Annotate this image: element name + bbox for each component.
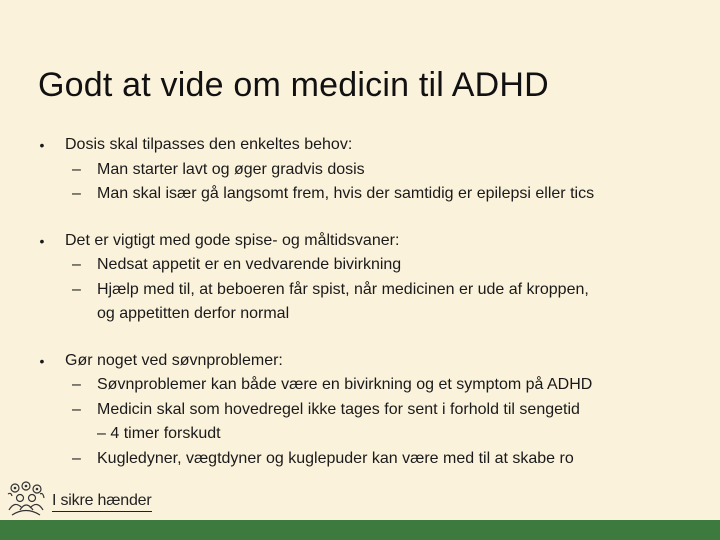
footer-bar	[0, 520, 720, 540]
crowd-icon	[6, 480, 46, 518]
sub-item-continuation: – 4 timer forskudt	[97, 425, 221, 442]
sub-item-text: Kugledyner, vægtdyner og kuglepuder kan være med til at skabe ro	[97, 449, 574, 467]
bullet-item	[36, 133, 696, 207]
bullet-item	[36, 229, 696, 327]
bullet-text: Det er vigtigt med gode spise- og måltidsvaner:	[65, 231, 400, 249]
bullet-symbol: •	[39, 232, 45, 249]
dash-symbol: –	[72, 256, 81, 273]
dash-symbol: –	[72, 400, 81, 418]
bullet-symbol: •	[39, 137, 45, 153]
sub-item	[65, 278, 696, 303]
sub-item-text: Man skal især gå langsomt frem, hvis der samtidig er epilepsi eller tics	[97, 185, 595, 202]
bullet-text: Dosis skal tilpasses den enkeltes behov:	[65, 136, 353, 153]
bullet-list	[36, 133, 696, 471]
sub-item-text: Nedsat appetit er en vedvarende bivirkning	[97, 256, 402, 273]
sub-item	[65, 158, 696, 183]
sub-item-text: Hjælp med til, at beboeren får spist, når medicinen er ude af kroppen,	[97, 280, 589, 298]
sub-item-text: Søvnproblemer kan både være en bivirkning og et symptom på ADHD	[97, 376, 593, 393]
sub-item	[65, 398, 696, 423]
logo-text: I sikre hænder	[52, 492, 152, 509]
dash-symbol: –	[72, 449, 81, 467]
sub-item	[65, 253, 696, 278]
sub-item-continuation: og appetitten derfor normal	[97, 305, 290, 322]
sub-item	[65, 182, 696, 207]
bullet-item	[36, 349, 696, 472]
dash-symbol: –	[72, 376, 81, 393]
logo	[6, 480, 156, 518]
bullet-symbol: •	[39, 352, 45, 369]
dash-symbol: –	[72, 280, 81, 298]
sub-item-text: Man starter lavt og øger gradvis dosis	[97, 160, 365, 178]
sub-item	[65, 373, 696, 398]
dash-symbol: –	[72, 185, 81, 202]
bullet-text: Gør noget ved søvnproblemer:	[65, 351, 283, 369]
slide-title: Godt at vide om medicin til ADHD	[38, 66, 549, 104]
dash-symbol: –	[72, 160, 81, 178]
sub-item-text: Medicin skal som hovedregel ikke tages for sent i forhold til sengetid	[97, 400, 580, 418]
logo-underline	[52, 511, 152, 512]
sub-item	[65, 447, 696, 472]
